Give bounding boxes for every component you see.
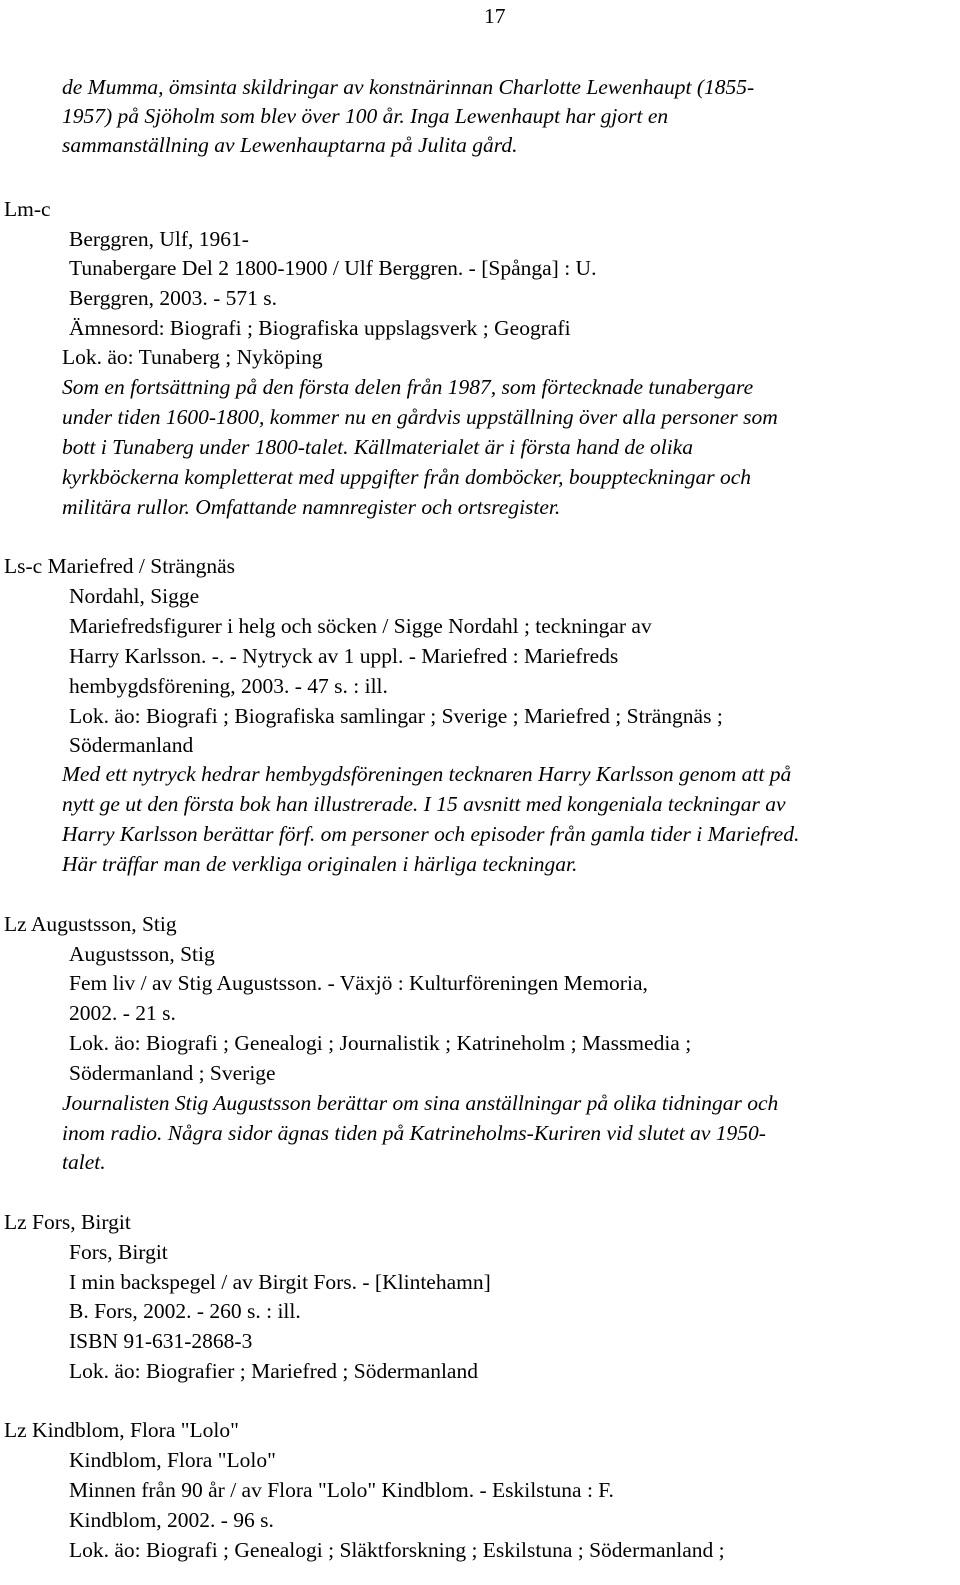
text-line: Lok. äo: Biografier ; Mariefred ; Södermanland [69, 1359, 478, 1383]
text-line: Kindblom, 2002. - 96 s. [69, 1508, 274, 1532]
text-line: Fem liv / av Stig Augustsson. - Växjö : Kulturföreningen Memoria, [69, 971, 648, 995]
text-line: bott i Tunaberg under 1800-talet. Källmaterialet är i första hand de olika [62, 435, 694, 459]
text-line: Lok. äo: Biografi ; Genealogi ; Släktforskning ; Eskilstuna ; Södermanland ; [69, 1538, 725, 1562]
text-line: Augustsson, Stig [69, 942, 215, 966]
text-line: Lz Augustsson, Stig [4, 912, 177, 936]
text-line: Med ett nytryck hedrar hembygdsföreningen tecknaren Harry Karlsson genom att på [62, 762, 792, 786]
text-line: nytt ge ut den första bok han illustrerade. I 15 avsnitt med kongeniala teckningar av [62, 792, 786, 816]
text-line: Lok. äo: Tunaberg ; Nyköping [62, 345, 323, 369]
text-line: Mariefredsfigurer i helg och söcken / Sigge Nordahl ; teckningar av [69, 614, 652, 638]
text-line: talet. [62, 1150, 106, 1174]
text-line: Harry Karlsson. -. - Nytryck av 1 uppl. - Mariefred : Mariefreds [69, 644, 619, 668]
text-line: Journalisten Stig Augustsson berättar om sina anställningar på olika tidningar och [62, 1091, 779, 1115]
text-line: militära rullor. Omfattande namnregister och ortsregister. [62, 495, 561, 519]
text-line: sammanställning av Lewenhauptarna på Julita gård. [62, 133, 518, 157]
text-line: Som en fortsättning på den första delen från 1987, som förtecknade tunabergare [62, 375, 754, 399]
text-line: Lz Kindblom, Flora "Lolo" [4, 1418, 239, 1442]
text-line: Södermanland ; Sverige [69, 1061, 276, 1085]
text-line: Nordahl, Sigge [69, 584, 200, 608]
text-line: hembygdsförening, 2003. - 47 s. : ill. [69, 674, 388, 698]
text-line: Ls-c Mariefred / Strängnäs [4, 554, 236, 578]
text-line: inom radio. Några sidor ägnas tiden på Katrineholms-Kuriren vid slutet av 1950- [62, 1121, 766, 1145]
text-line: 1957) på Sjöholm som blev över 100 år. Inga Lewenhaupt har gjort en [62, 104, 669, 128]
text-line: B. Fors, 2002. - 260 s. : ill. [69, 1299, 301, 1323]
text-line: kyrkböckerna kompletterat med uppgifter från domböcker, bouppteckningar och [62, 465, 752, 489]
text-line: Här träffar man de verkliga originalen i härliga teckningar. [62, 852, 578, 876]
text-line: Kindblom, Flora "Lolo" [69, 1448, 276, 1472]
text-line: Harry Karlsson berättar förf. om personer och episoder från gamla tider i Mariefred. [62, 822, 800, 846]
text-line: under tiden 1600-1800, kommer nu en gårdvis uppställning över alla personer som [62, 405, 778, 429]
text-line: de Mumma, ömsinta skildringar av konstnärinnan Charlotte Lewenhaupt (1855- [62, 75, 755, 99]
text-line: Lm-c [4, 197, 51, 221]
text-line: Berggren, Ulf, 1961- [69, 227, 249, 251]
text-line: Ämnesord: Biografi ; Biografiska uppslagsverk ; Geografi [69, 316, 571, 340]
text-line: I min backspegel / av Birgit Fors. - [Klintehamn] [69, 1270, 491, 1294]
text-line: Lok. äo: Biografi ; Genealogi ; Journalistik ; Katrineholm ; Massmedia ; [69, 1031, 692, 1055]
text-line: Lok. äo: Biografi ; Biografiska samlingar ; Sverige ; Mariefred ; Strängnäs ; [69, 704, 723, 728]
text-line: Tunabergare Del 2 1800-1900 / Ulf Berggren. - [Spånga] : U. [69, 256, 597, 280]
text-line: ISBN 91-631-2868-3 [69, 1329, 253, 1353]
page-number: 17 [484, 4, 506, 28]
text-line: Minnen från 90 år / av Flora "Lolo" Kindblom. - Eskilstuna : F. [69, 1478, 614, 1502]
text-line: Berggren, 2003. - 571 s. [69, 286, 278, 310]
text-line: 2002. - 21 s. [69, 1001, 176, 1025]
text-line: Fors, Birgit [69, 1240, 168, 1264]
text-line: Lz Fors, Birgit [4, 1210, 131, 1234]
text-line: Södermanland [69, 733, 194, 757]
